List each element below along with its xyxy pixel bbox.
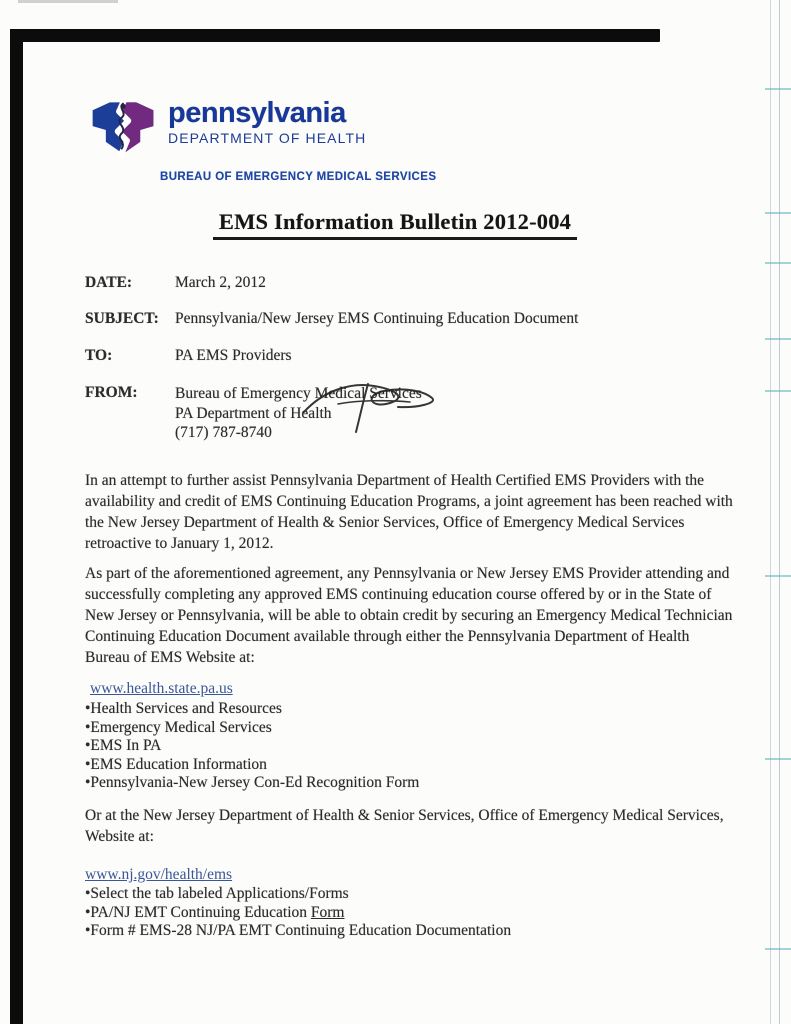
bullet-item: •Select the tab labeled Applications/Forms (85, 885, 349, 902)
paragraph-2: As part of the aforementioned agreement, any Pennsylvania or New Jersey EMS Provider attending and successfully completing any approved EMS continuing education course offered by or in the State of New Jersey or Pennsylvania, will be able to obtain credit by securing an Emergency Medical Technician Continuing Education Document available through either the Pennsylvania Department of Health Bureau of EMS Website at: (85, 565, 733, 666)
nj-website-link[interactable]: www.nj.gov/health/ems (85, 866, 233, 883)
meta-value: March 2, 2012 (175, 274, 266, 291)
pa-website-link[interactable]: www.health.state.pa.us (90, 680, 233, 697)
title-row (25, 209, 765, 240)
pa-bullet-list (85, 700, 419, 793)
ruled-tick (765, 575, 791, 577)
bullet-item: •Emergency Medical Services (85, 718, 272, 736)
bullet-underlined-word: Form (310, 903, 345, 921)
meta-row-to (85, 347, 292, 365)
ruled-line-vertical (770, 0, 771, 1024)
from-line: (717) 787-8740 (175, 424, 272, 441)
page-title: EMS Information Bulletin 2012-004 (213, 209, 577, 240)
bullet-item: •EMS In PA (85, 737, 162, 755)
ruled-tick (765, 758, 791, 760)
pa-link-row (90, 680, 233, 698)
bullet-item (85, 904, 511, 923)
from-line: Bureau of Emergency Medical Services (175, 385, 422, 402)
ruled-line-vertical (779, 0, 780, 1024)
keystone-caduceus-icon (90, 100, 156, 168)
meta-label: TO: (85, 347, 113, 364)
pa-doh-logo (90, 98, 366, 168)
ruled-tick (765, 212, 791, 214)
ruled-tick (765, 338, 791, 340)
meta-label: SUBJECT: (85, 310, 159, 327)
nj-bullet-list (85, 885, 511, 941)
meta-label: DATE: (85, 274, 133, 291)
logo-department-text: DEPARTMENT OF HEALTH (168, 130, 367, 146)
bullet-item: •EMS Education Information (85, 755, 267, 773)
bureau-subtitle: BUREAU OF EMERGENCY MEDICAL SERVICES (160, 171, 437, 183)
paragraph-1: In an attempt to further assist Pennsylvania Department of Health Certified EMS Providers with the availability and credit of EMS Continuing Education Programs, a joint agreement has been reached with the New Jersey Department of Health & Senior Services, Office of Emergency Medical Services retroactive to January 1, 2012. (85, 472, 733, 552)
scan-artifact-top-bar (10, 29, 660, 42)
ruled-tick (765, 262, 791, 264)
logo-text-block (168, 98, 366, 146)
meta-row-subject (85, 310, 578, 328)
from-line: PA Department of Health (175, 404, 332, 422)
meta-value: Pennsylvania/New Jersey EMS Continuing Education Document (175, 310, 579, 327)
signature-scribble (298, 378, 446, 434)
scan-artifact-left-bar (10, 29, 23, 1024)
ruled-tick (765, 88, 791, 90)
nj-link-row (85, 866, 232, 884)
bullet-item: •Form # EMS-28 NJ/PA EMT Continuing Education Documentation (85, 922, 512, 940)
bullet-text: •PA/NJ EMT Continuing Education (85, 903, 311, 921)
meta-value: PA EMS Providers (175, 347, 292, 364)
bullet-item: •Pennsylvania-New Jersey Con-Ed Recognition Form (85, 774, 420, 792)
meta-row-date (85, 274, 266, 292)
logo-brand-text: pennsylvania (168, 97, 346, 129)
paragraph-3: Or at the New Jersey Department of Health & Senior Services, Office of Emergency Medical Services, Website at: (85, 807, 724, 845)
ruled-tick (765, 390, 791, 392)
bullet-item: •Health Services and Resources (85, 700, 282, 717)
scan-smudge (18, 0, 118, 3)
ruled-tick (765, 948, 791, 950)
meta-label: FROM: (85, 384, 138, 401)
